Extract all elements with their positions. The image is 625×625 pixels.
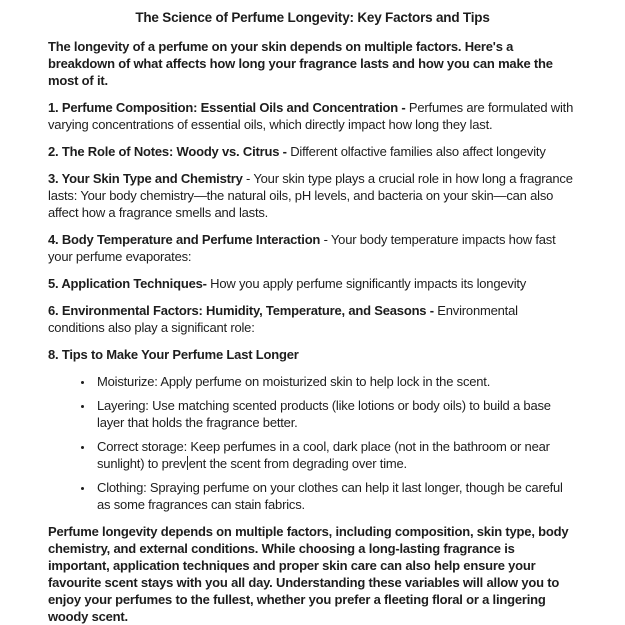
section-paragraph-6[interactable] (48, 302, 577, 336)
tips-heading[interactable]: 8. Tips to Make Your Perfume Last Longer (48, 347, 299, 362)
section-body-3: - Your skin type plays a crucial role in how long a fragrance lasts: Your body chemistry—the natural oils, pH levels, and bacteria on your skin—can also affect how a fragrance smells and lasts. (48, 171, 573, 220)
list-item-layering[interactable] (94, 397, 577, 431)
tip-text: Clothing: Spraying perfume on your clothes can help it last longer, though be careful as some fragrances can stain fabrics. (97, 480, 563, 512)
section-heading-5: 5. Application Techniques- (48, 276, 207, 291)
document-title[interactable]: The Science of Perfume Longevity: Key Factors and Tips (135, 10, 490, 25)
tip-text: Moisturize: Apply perfume on moisturized skin to help lock in the scent. (97, 374, 491, 389)
section-body-5: How you apply perfume significantly impacts its longevity (206, 276, 527, 291)
list-item-storage[interactable] (94, 438, 577, 472)
tip-text: Layering: Use matching scented products (like lotions or body oils) to build a base layer that holds the fragrance better. (97, 398, 551, 430)
section-heading-3: 3. Your Skin Type and Chemistry (48, 171, 243, 186)
tips-list (48, 373, 577, 513)
conclusion-paragraph[interactable]: Perfume longevity depends on multiple factors, including composition, skin type, body chemistry, and external conditions. While choosing a long-lasting fragrance is important, application techniques and proper skin care can also help ensure your favourite scent stays with you all day. Understanding these variables will allow you to enjoy your perfumes to the fullest, whether you prefer a fleeting floral or a lingering woody scent. (48, 524, 569, 624)
section-body-1: Perfumes are formulated with varying concentrations of essential oils, which directly impact how long they last. (48, 100, 574, 132)
section-heading-1: 1. Perfume Composition: Essential Oils and Concentration - (48, 100, 406, 115)
section-body-2: Different olfactive families also affect longevity (286, 144, 546, 159)
list-item-moisturize[interactable] (94, 373, 577, 390)
section-paragraph-1[interactable] (48, 99, 577, 133)
section-paragraph-3[interactable] (48, 170, 577, 221)
section-paragraph-2[interactable] (48, 143, 577, 160)
section-paragraph-4[interactable] (48, 231, 577, 265)
intro-paragraph[interactable]: The longevity of a perfume on your skin depends on multiple factors. Here's a breakdown of what affects how long your fragrance lasts and how you can make the most of it. (48, 39, 553, 88)
section-body-6: Environmental conditions also play a significant role: (48, 303, 518, 335)
tip-text-before-cursor: Correct storage: Keep perfumes in a cool, dark place (not in the bathroom or near sunlight) to prev (97, 439, 550, 471)
tip-text-after-cursor: ent the scent from degrading over time. (188, 456, 407, 471)
section-heading-4: 4. Body Temperature and Perfume Interaction (48, 232, 321, 247)
section-paragraph-5[interactable] (48, 275, 577, 292)
section-heading-2: 2. The Role of Notes: Woody vs. Citrus - (48, 144, 287, 159)
section-heading-6: 6. Environmental Factors: Humidity, Temperature, and Seasons - (48, 303, 434, 318)
list-item-clothing[interactable] (94, 479, 577, 513)
section-body-4: - Your body temperature impacts how fast your perfume evaporates: (48, 232, 556, 264)
